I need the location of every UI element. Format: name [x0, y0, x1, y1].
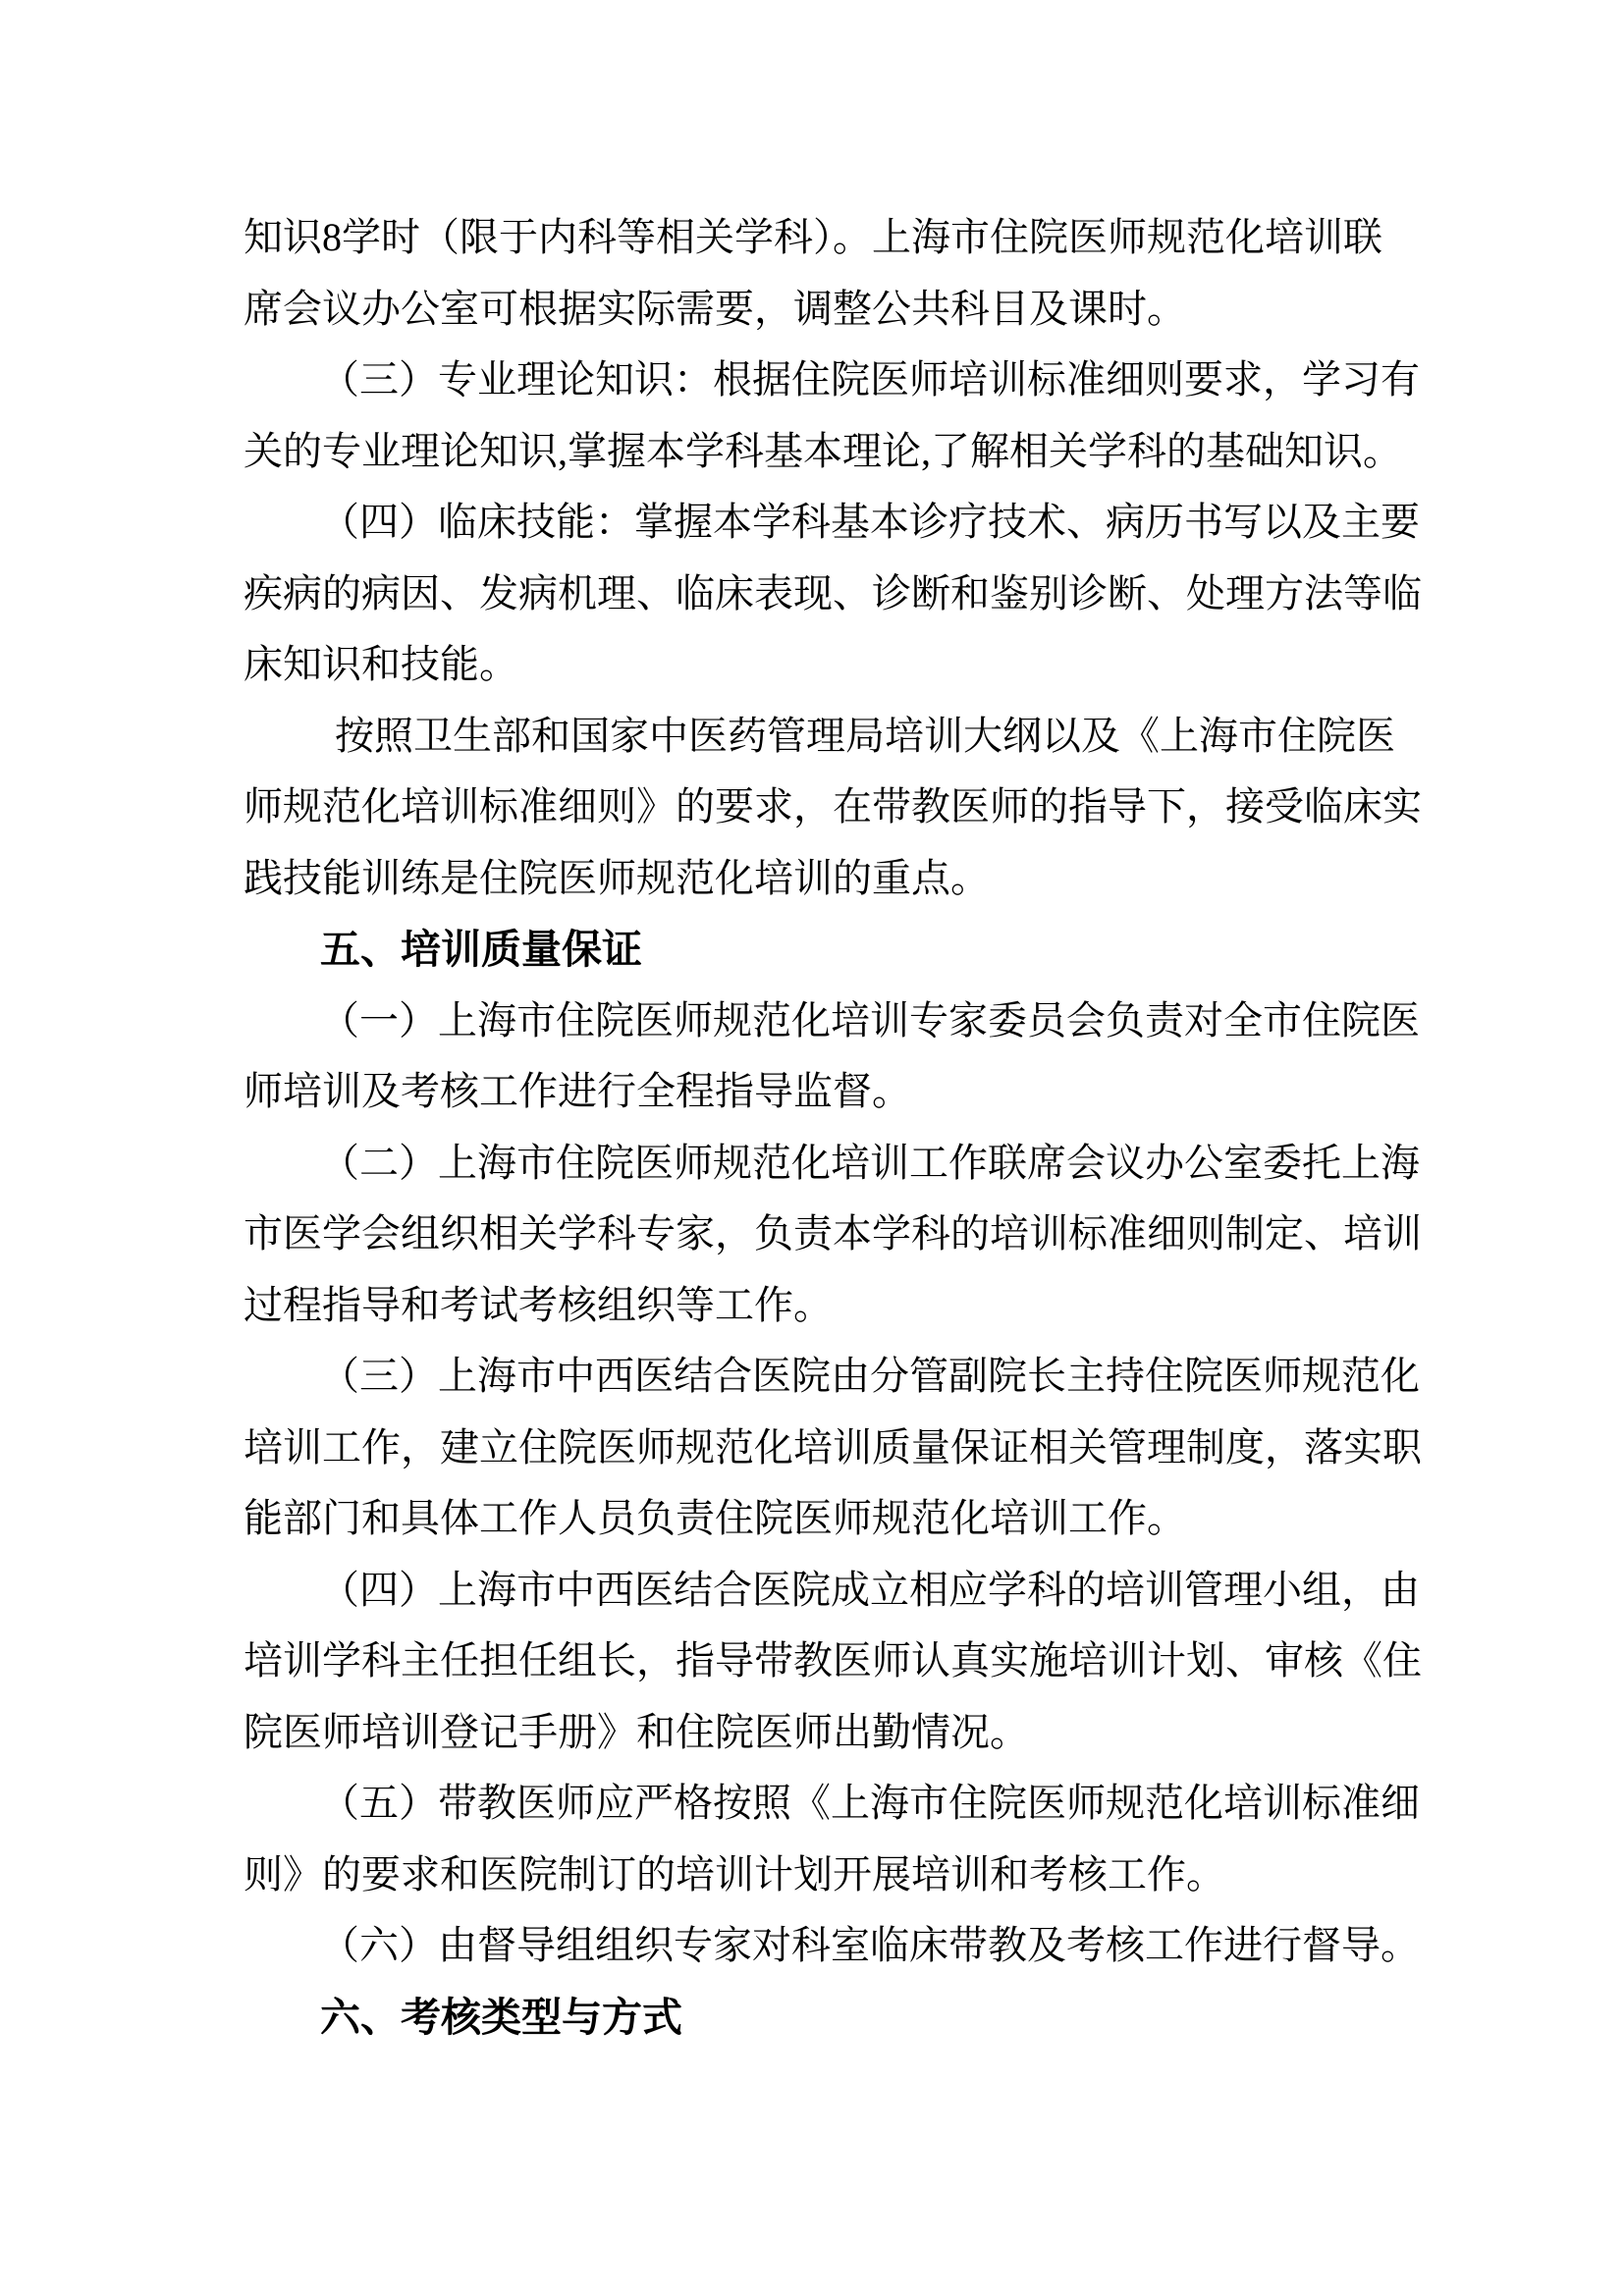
text-line: 关的专业理论知识,掌握本学科基本理论,了解相关学科的基础知识。 — [244, 428, 1402, 473]
text-line: 培训工作，建立住院医师规范化培训质量保证相关管理制度，落实职 — [244, 1424, 1422, 1469]
text-line: （四）临床技能：掌握本学科基本诊疗技术、病历书写以及主要 — [320, 500, 1420, 544]
text-line: （二）上海市住院医师规范化培训工作联席会议办公室委托上海 — [320, 1140, 1420, 1185]
text-line: 市医学会组织相关学科专家，负责本学科的培训标准细则制定、培训 — [244, 1211, 1422, 1255]
text-line: （六）由督导组组织专家对科室临床带教及考核工作进行督导。 — [320, 1923, 1420, 1967]
text-line: 践技能训练是住院医师规范化培训的重点。 — [244, 855, 990, 900]
text-line: （三）专业理论知识：根据住院医师培训标准细则要求，学习有 — [320, 357, 1420, 401]
section-heading-6: 六、考核类型与方式 — [320, 1994, 682, 2040]
text-line: （五）带教医师应严格按照《上海市住院医师规范化培训标准细 — [320, 1781, 1420, 1825]
text-line: （三）上海市中西医结合医院由分管副院长主持住院医师规范化 — [320, 1354, 1420, 1398]
text-line: 知识8学时（限于内科等相关学科）。上海市住院医师规范化培训联 — [244, 215, 1382, 259]
text-line: 培训学科主任担任组长，指导带教医师认真实施培训计划、审核《住 — [244, 1638, 1422, 1682]
text-line: 过程指导和考试考核组织等工作。 — [244, 1282, 833, 1327]
text-line: 疾病的病因、发病机理、临床表现、诊断和鉴别诊断、处理方法等临 — [244, 570, 1422, 615]
text-line: （一）上海市住院医师规范化培训专家委员会负责对全市住院医 — [320, 997, 1420, 1042]
document-body — [244, 202, 1422, 2053]
section-heading-5: 五、培训质量保证 — [320, 927, 642, 972]
text-line: 席会议办公室可根据实际需要，调整公共科目及课时。 — [244, 286, 1186, 331]
text-line: 则》的要求和医院制订的培训计划开展培训和考核工作。 — [244, 1851, 1225, 1896]
text-line: 师规范化培训标准细则》的要求，在带教医师的指导下，接受临床实 — [244, 784, 1422, 828]
text-line: （四）上海市中西医结合医院成立相应学科的培训管理小组，由 — [320, 1567, 1420, 1612]
text-line: 师培训及考核工作进行全程指导监督。 — [244, 1069, 911, 1113]
text-line: 按照卫生部和国家中医药管理局培训大纲以及《上海市住院医 — [335, 713, 1395, 758]
text-line: 床知识和技能。 — [244, 642, 518, 686]
text-line: 院医师培训登记手册》和住院医师出勤情况。 — [244, 1709, 1029, 1754]
text-line: 能部门和具体工作人员负责住院医师规范化培训工作。 — [244, 1496, 1186, 1540]
